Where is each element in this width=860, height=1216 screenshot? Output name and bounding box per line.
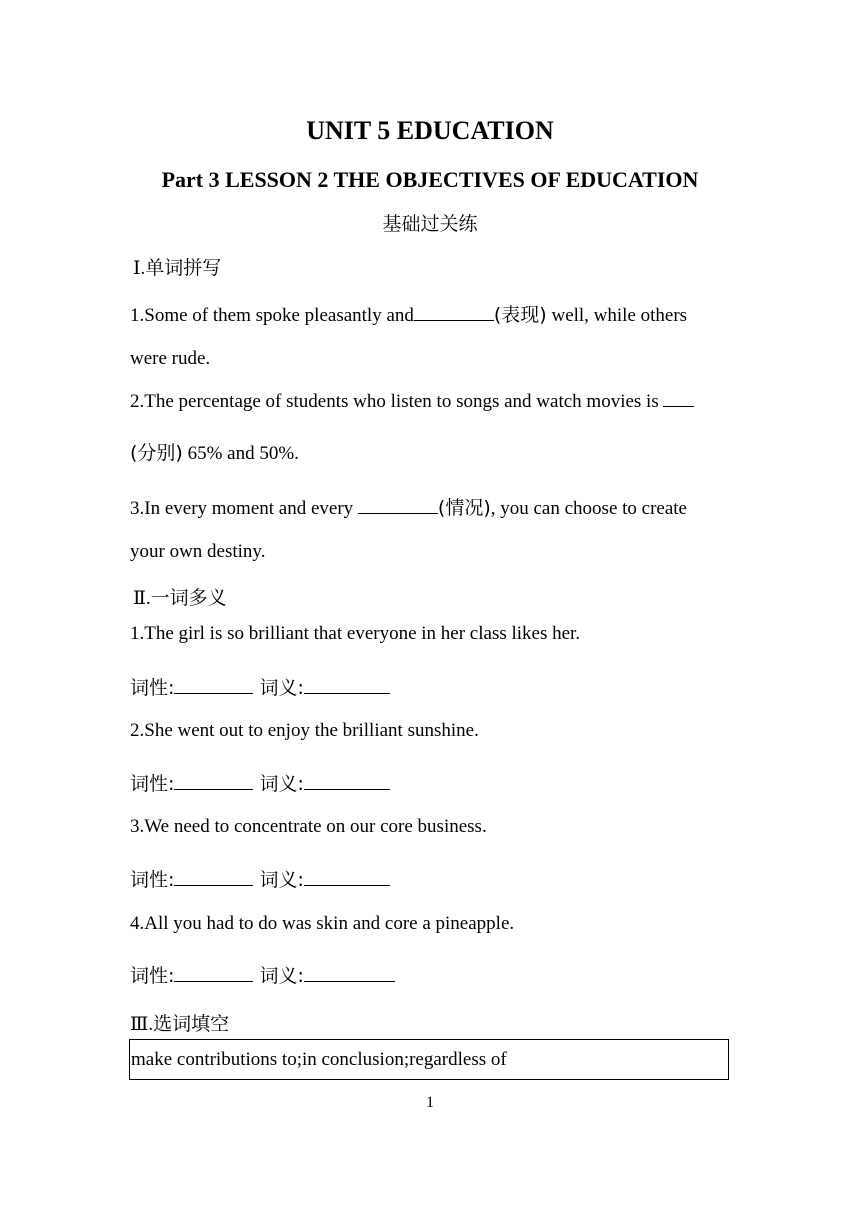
section-3-numeral: Ⅲ.	[130, 1014, 154, 1035]
part-of-speech-label: 词性:	[130, 773, 175, 795]
section-2-numeral: Ⅱ.	[133, 588, 151, 609]
part-of-speech-blank[interactable]	[174, 965, 253, 982]
section-1-heading	[133, 253, 221, 280]
word-bank-text: make contributions to;in conclusion;regardless of	[131, 1049, 507, 1070]
chinese-hint: (情况)	[437, 497, 491, 519]
spelling-item-3-continued: your own destiny.	[130, 541, 266, 562]
spelling-item-3-text: 3.In every moment and every	[130, 498, 358, 519]
page-subtitle: 基础过关练	[382, 213, 478, 235]
part-of-speech-label: 词性:	[130, 965, 175, 987]
meaning-blank[interactable]	[304, 869, 390, 886]
part-of-speech-label: 词性:	[130, 869, 175, 891]
meaning-label: 词义:	[259, 869, 304, 891]
part-of-speech-blank[interactable]	[174, 773, 253, 790]
answer-blank[interactable]	[414, 304, 494, 321]
polysemy-answer-row-4	[130, 961, 395, 988]
part-title: Part 3 LESSON 2 THE OBJECTIVES OF EDUCATION	[161, 167, 699, 192]
meaning-label: 词义:	[259, 773, 304, 795]
part-of-speech-blank[interactable]	[174, 869, 253, 886]
chinese-hint: (表现)	[493, 304, 547, 326]
chinese-hint: (分别)	[130, 442, 183, 464]
spelling-item-2	[130, 390, 694, 413]
spelling-item-3	[130, 493, 687, 520]
meaning-blank[interactable]	[304, 677, 390, 694]
meaning-blank[interactable]	[304, 773, 390, 790]
spelling-item-1-tail: well, while others	[546, 305, 688, 326]
polysemy-sentence-4: 4.All you had to do was skin and core a pineapple.	[130, 913, 515, 934]
section-1-title: 单词拼写	[145, 257, 222, 279]
page-number: 1	[426, 1094, 434, 1111]
spelling-item-2-text: 2.The percentage of students who listen to songs and watch movies is	[130, 391, 664, 412]
spelling-item-1-text: 1.Some of them spoke pleasantly and	[130, 305, 414, 326]
section-1-numeral: Ⅰ.	[133, 258, 146, 279]
polysemy-answer-row-1	[130, 673, 390, 700]
spelling-item-2-continued	[130, 438, 299, 465]
section-2-title: 一词多义	[150, 587, 227, 609]
spelling-item-1	[130, 300, 687, 327]
answer-blank[interactable]	[358, 497, 438, 514]
spelling-item-2-tail: 65% and 50%.	[182, 443, 299, 464]
section-2-heading	[133, 583, 227, 610]
unit-title: UNIT 5 EDUCATION	[306, 116, 554, 145]
polysemy-sentence-1: 1.The girl is so brilliant that everyone in her class likes her.	[130, 623, 581, 644]
meaning-label: 词义:	[259, 677, 304, 699]
part-of-speech-label: 词性:	[130, 677, 175, 699]
answer-blank[interactable]	[663, 390, 694, 407]
polysemy-sentence-2: 2.She went out to enjoy the brilliant sunshine.	[130, 720, 479, 741]
word-bank-box	[129, 1039, 729, 1080]
spelling-item-1-continued: were rude.	[130, 348, 211, 369]
meaning-label: 词义:	[259, 965, 304, 987]
section-3-heading	[130, 1009, 229, 1036]
meaning-blank[interactable]	[304, 965, 395, 982]
polysemy-answer-row-2	[130, 769, 390, 796]
polysemy-sentence-3: 3.We need to concentrate on our core business.	[130, 816, 487, 837]
section-3-title: 选词填空	[153, 1013, 230, 1035]
spelling-item-3-tail: , you can choose to create	[490, 498, 687, 519]
part-of-speech-blank[interactable]	[174, 677, 253, 694]
polysemy-answer-row-3	[130, 865, 390, 892]
